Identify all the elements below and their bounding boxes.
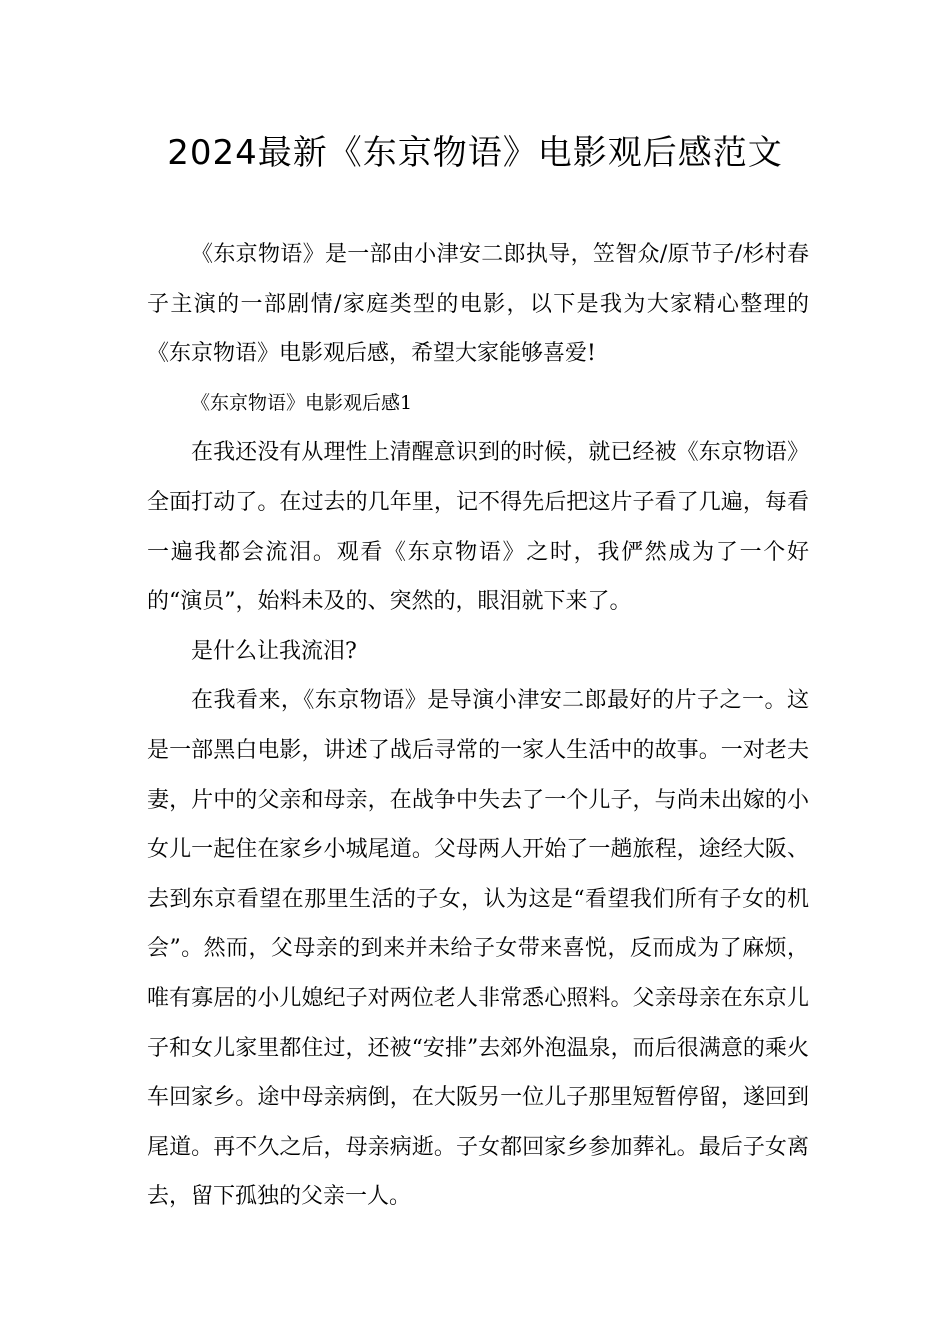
- body-paragraph: 在我看来，《东京物语》是导演小津安二郎最好的片子之一。这是一部黑白电影，讲述了战后寻常的一家人生活中的故事。一对老夫妻，片中的父亲和母亲，在战争中失去了一个儿子，与尚未出嫁的小女儿一起住在家乡小城尾道。父母两人开始了一趟旅程，途经大阪、去到东京看望在那里生活的子女，认为这是“看望我们所有子女的机会”。然而，父母亲的到来并未给子女带来喜悦，反而成为了麻烦，唯有寡居的小儿媳纪子对两位老人非常悉心照料。父亲母亲在东京儿子和女儿家里都住过，还被“安排”去郊外泡温泉，而后很满意的乘火车回家乡。途中母亲病倒，在大阪另一位儿子那里短暂停留，遂回到尾道。再不久之后，母亲病逝。子女都回家乡参加葬礼。最后子女离去，留下孤独的父亲一人。: [147, 688, 809, 1210]
- intro-paragraph: 《东京物语》是一部由小津安二郎执导，笠智众/原节子/杉村春子主演的一部剧情/家庭类型的电影，以下是我为大家精心整理的《东京物语》电影观后感，希望大家能够喜爱!: [147, 242, 809, 367]
- section-heading: 《东京物语》电影观后感1: [191, 391, 413, 414]
- document-body: [147, 230, 809, 1222]
- document-title: 2024最新《东京物语》电影观后感范文: [167, 133, 783, 173]
- question-paragraph: 是什么让我流泪?: [191, 638, 357, 664]
- body-paragraph: 在我还没有从理性上清醒意识到的时候，就已经被《东京物语》全面打动了。在过去的几年里，记不得先后把这片子看了几遍，每看一遍我都会流泪。观看《东京物语》之时，我俨然成为了一个好的“演员”，始料未及的、突然的，眼泪就下来了。: [147, 440, 809, 615]
